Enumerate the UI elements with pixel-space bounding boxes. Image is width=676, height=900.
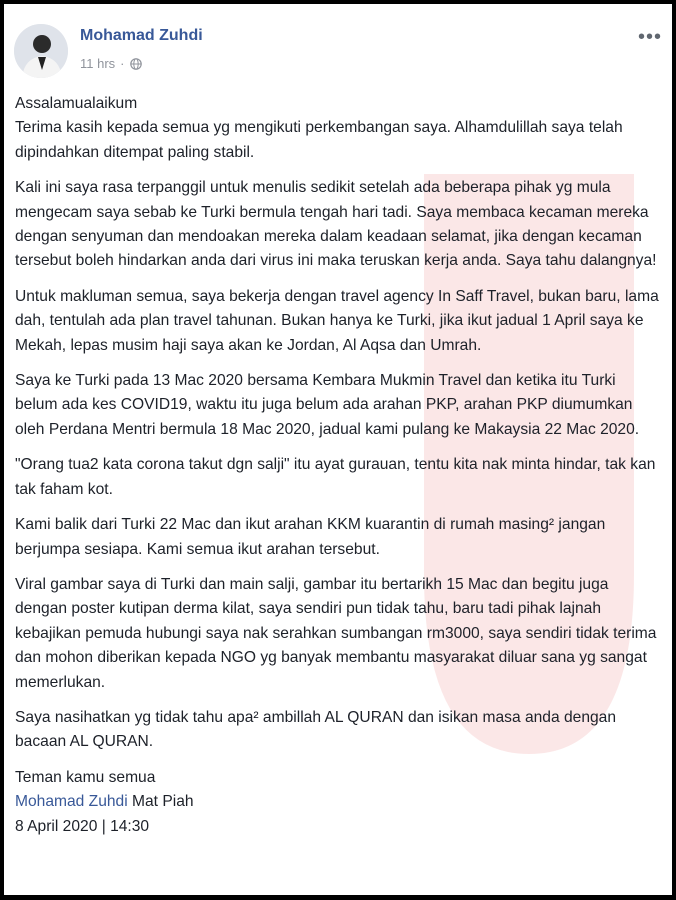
post-paragraph-5: "Orang tua2 kata corona takut dgn salji" itu ayat gurauan, tentu kita nak minta hindar, tak kan tak faham kot. — [15, 456, 656, 498]
profile-picture-icon — [14, 24, 68, 78]
signature-line — [15, 790, 660, 814]
signature-name-rest: Mat Piah — [127, 793, 194, 811]
post-body — [15, 92, 660, 839]
closing-text: Teman kamu semua — [15, 768, 156, 786]
post-paragraph-6: Kami balik dari Turki 22 Mac dan ikut arahan KKM kuarantin di rumah masing² jangan berjumpa sesiapa. Kami semua ikut arahan tersebut. — [15, 516, 606, 558]
globe-icon[interactable] — [130, 58, 142, 70]
greeting-text: Assalamualaikum — [15, 95, 138, 112]
paragraph-1-text: Terima kasih kepada semua yg mengikuti perkembangan saya. Alhamdulillah saya telah dipindahkan ditempat paling stabil. — [15, 119, 623, 161]
post-header — [14, 18, 664, 82]
post-card — [4, 4, 672, 895]
post-paragraph-3: Untuk makluman semua, saya bekerja dengan travel agency In Saff Travel, bukan baru, lama dah, tentulah ada plan travel tahunan. Bukan hanya ke Turki, jika ikut jadual 1 April saya ke Mekah, lepas musim haji saya akan ke Jordan, Al Aqsa dan Umrah. — [15, 287, 659, 354]
post-paragraph-8: Saya nasihatkan yg tidak tahu apa² ambillah AL QURAN dan isikan masa anda dengan bacaan AL QURAN. — [15, 708, 617, 751]
post-paragraph-2: Kali ini saya rasa terpanggil untuk menulis sedikit setelah ada beberapa pihak yg mula mengecam saya sebab ke Turki bermula tengah hari tadi. Saya membaca kecaman mereka dengan senyuman dan mendoakan mereka dalam keadaan selamat, jika dengan kecaman tersebut boleh hindarkan anda dari virus ini maka teruskan kerja anda. Saya tahu dalangnya! — [15, 179, 657, 270]
post-timestamp[interactable]: 11 hrs — [80, 56, 116, 71]
avatar[interactable] — [14, 24, 68, 78]
more-horizontal-icon[interactable]: ••• — [637, 26, 662, 48]
author-name-link[interactable]: Mohamad Zuhdi — [80, 27, 203, 44]
post-paragraph-1 — [15, 92, 660, 165]
signature-name-link[interactable]: Mohamad Zuhdi — [15, 793, 128, 811]
post-date: 8 April 2020 | 14:30 — [15, 817, 150, 835]
post-paragraph-7: Viral gambar saya di Turki dan main salji, gambar itu bertarikh 15 Mac dan begitu juga dengan poster kutipan derma kilat, saya sendiri pun tidak tahu, baru tadi pihak lajnah kebajikan pemuda hubungi saya nak serahkan sumbangan rm3000, saya sendiri tidak terima dan mohon diberikan kepada NGO yg banyak membantu masyarakat diluar sana yg sangat memerlukan. — [15, 575, 657, 691]
post-meta — [80, 56, 142, 71]
meta-separator: · — [120, 56, 125, 71]
post-signature — [15, 766, 660, 839]
post-paragraph-4: Saya ke Turki pada 13 Mac 2020 bersama Kembara Mukmin Travel dan ketika itu Turki belum ada kes COVID19, waktu itu juga belum ada arahan PKP, arahan PKP diumumkan oleh Perdana Mentri bermula 18 Mac 2020, jadual kami pulang ke Makaysia 22 Mac 2020. — [15, 372, 640, 438]
